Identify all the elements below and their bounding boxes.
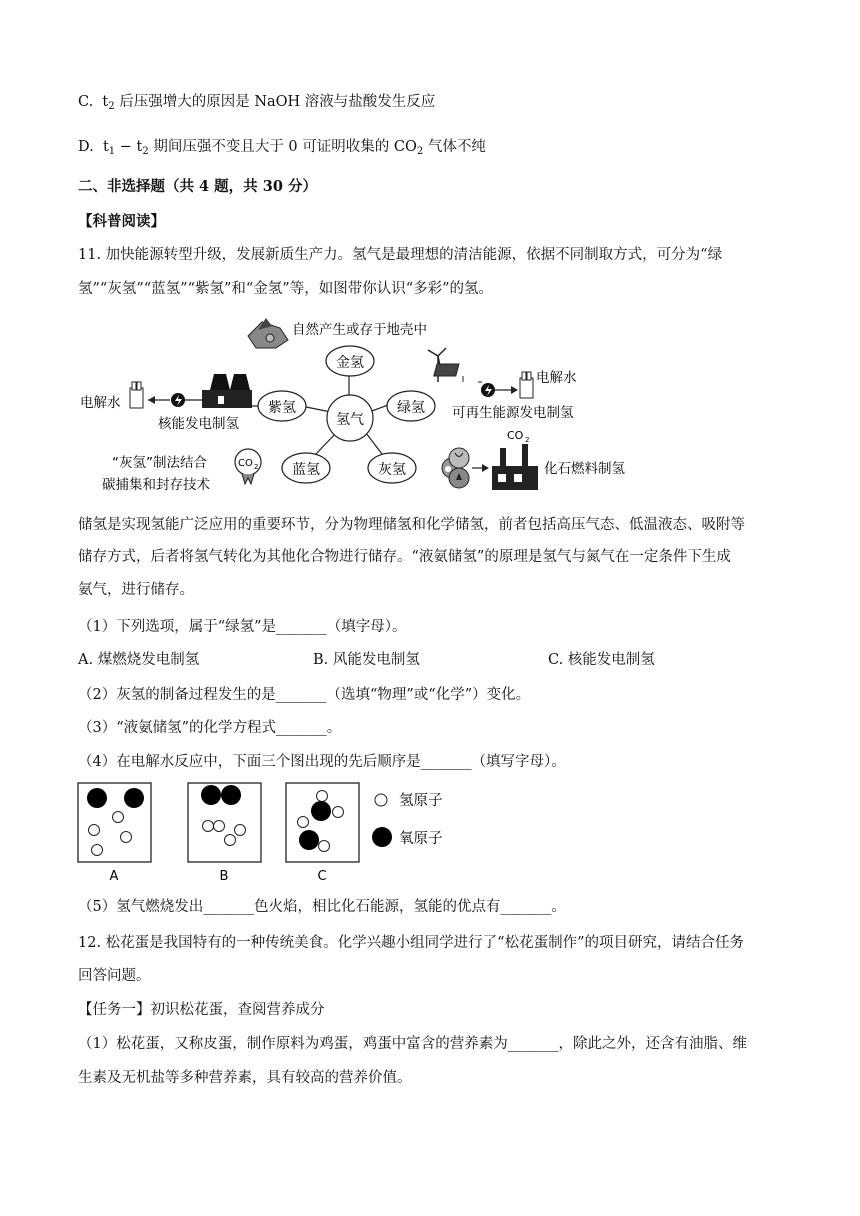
- q11-sub1-option-a: A. 煤燃烧发电制氢: [78, 652, 200, 668]
- grey-desc: 化石燃料制氢: [544, 461, 625, 477]
- blue-desc-line2: 碳捕集和封存技术: [102, 477, 210, 493]
- legend-h-icon: [375, 794, 387, 806]
- rock-icon: [248, 318, 288, 348]
- center-label: 氢气: [336, 412, 364, 428]
- q11-intro-line1: 11. 加快能源转型升级，发展新质生产力。氢气是最理想的清洁能源，依据不同制取方式，可分为“绿: [78, 247, 723, 263]
- nuclear-plant-icon: [202, 374, 252, 408]
- box-b-label: B: [219, 869, 229, 884]
- q12-task1-tag: 【任务一】: [78, 1002, 151, 1018]
- node-grey: [368, 453, 416, 483]
- purple-electrolysis-label: 电解水: [80, 395, 121, 411]
- fossil-fuel-icon: [442, 448, 469, 488]
- q12-intro-line1: 12. 松花蛋是我国特有的一种传统美食。化学兴趣小组同学进行了“松花蛋制作”的项目研究，请结合任务: [78, 935, 744, 951]
- box-a-label: A: [109, 869, 119, 884]
- option-d: D. $t_1 - t_2$ 期间压强不变且大于 0 可证明收集的 $CO_2$ 气体不纯: [78, 139, 486, 157]
- q11-sub1-option-c: C. 核能发电制氢: [548, 652, 655, 668]
- section-tag: 【科普阅读】: [78, 213, 165, 230]
- svg-text:CO: CO: [238, 458, 253, 469]
- section-heading: 二、非选择题（共 4 题，共 30 分）: [78, 178, 317, 195]
- legend-o-label: 氧原子: [399, 831, 443, 847]
- electrolysis-molecule-diagram: [76, 780, 476, 888]
- node-blue: [282, 453, 330, 483]
- q11-para-line1: 储氢是实现氢能广泛应用的重要环节，分为物理储氢和化学储氢，前者包括高压气态、低温液态、吸附等: [78, 517, 745, 533]
- co2-sub: 2: [525, 436, 530, 444]
- q11-intro-line2: 氢”“灰氢”“蓝氢”“紫氢”和“金氢”等，如图带你认识“多彩”的氢。: [78, 281, 494, 297]
- q12-intro-line2: 回答问题。: [78, 968, 151, 984]
- factory-icon: [492, 444, 538, 490]
- co2-label: CO: [507, 429, 524, 442]
- q11-sub1-option-b: B. 风能发电制氢: [313, 652, 420, 668]
- node-blue-label: 蓝氢: [292, 462, 320, 478]
- q11-para-line3: 氨气，进行储存。: [78, 582, 194, 598]
- q11-para-line2: 储存方式，后者将氢气转化为其他化合物进行储存。“液氨储氢”的原理是氢气与氮气在一定条件下生成: [78, 549, 731, 565]
- node-grey-label: 灰氢: [378, 462, 406, 478]
- q12-task1: [78, 1000, 325, 1020]
- electrolysis-icon-left: [130, 382, 143, 408]
- q12-task1-text: 初识松花蛋，查阅营养成分: [150, 1002, 325, 1018]
- node-green-label: 绿氢: [397, 400, 425, 416]
- node-purple-label: 紫氢: [268, 400, 296, 416]
- green-electrolysis-label: 电解水: [536, 370, 577, 386]
- electrolysis-icon-right: [520, 372, 533, 398]
- node-green: [387, 391, 435, 421]
- green-desc: 可再生能源发电制氢: [452, 405, 574, 421]
- co2-capture-icon: [235, 449, 261, 484]
- blue-desc-line1: “灰氢”制法结合: [112, 455, 207, 471]
- gold-desc: 自然产生或存于地壳中: [292, 322, 427, 338]
- node-gold-label: 金氢: [336, 355, 364, 371]
- q11-sub1: （1）下列选项，属于“绿氢”是_______（填字母）。: [78, 619, 407, 635]
- hydrogen-types-diagram: [70, 308, 670, 498]
- purple-desc: 核能发电制氢: [158, 416, 239, 432]
- q11-sub2: （2）灰氢的制备过程发生的是_______（选填“物理”或“化学”）变化。: [78, 687, 531, 703]
- q11-sub3: （3）“液氨储氢”的化学方程式_______。: [78, 720, 342, 736]
- box-c-label: C: [317, 869, 327, 884]
- node-gold: [326, 346, 374, 376]
- q12-sub1-line2: 生素及无机盐等多种营养素，具有较高的营养价值。: [78, 1070, 412, 1086]
- arrow-head: [148, 396, 155, 404]
- q11-sub4: （4）在电解水反应中，下面三个图出现的先后顺序是_______（填写字母）。: [78, 754, 566, 770]
- node-purple: [258, 391, 306, 421]
- option-c: C. $t_2$ 后压强增大的原因是 NaOH 溶液与盐酸发生反应: [78, 94, 436, 112]
- q11-sub5: （5）氢气燃烧发出_______色火焰，相比化石能源，氢能的优点有_______。: [78, 899, 566, 915]
- svg-text:2: 2: [254, 463, 259, 471]
- legend-o-icon: [372, 827, 392, 847]
- legend-h-label: 氢原子: [399, 793, 443, 809]
- q12-sub1-line1: （1）松花蛋，又称皮蛋，制作原料为鸡蛋，鸡蛋中富含的营养素为_______，除此之外，还含有油脂、维: [78, 1036, 747, 1052]
